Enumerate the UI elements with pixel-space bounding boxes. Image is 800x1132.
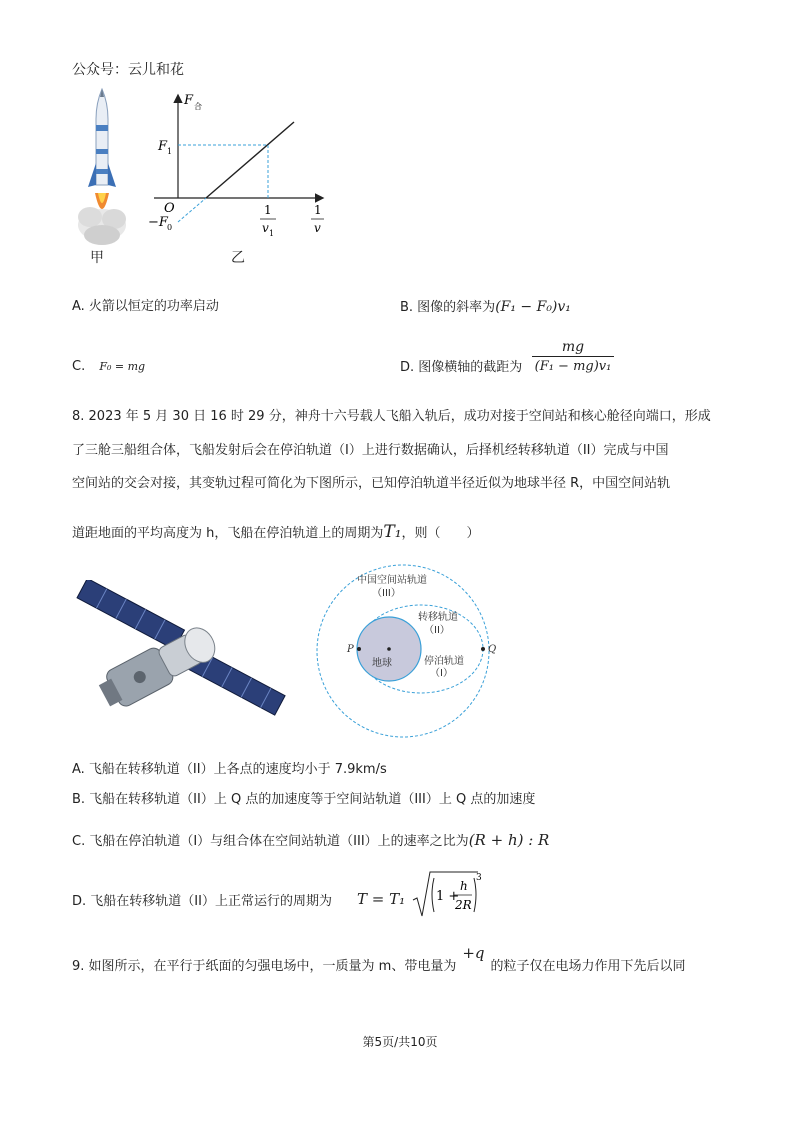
parking-orbit-num: （I） — [430, 668, 453, 679]
point-q — [481, 647, 485, 651]
q7-option-b-text: B. 图像的斜率为 — [400, 300, 496, 315]
transfer-orbit-num: （II） — [424, 625, 450, 636]
q8-line-2: 了三舱三船组合体，飞船发射后会在停泊轨道（I）上进行数据确认，后择机经转移轨道（II）完成与中国 — [72, 443, 669, 458]
neg-f0-label: −F — [148, 215, 168, 230]
figure-yi-label: 乙 — [231, 250, 245, 266]
q8-option-d-exponent: 3 — [476, 873, 482, 883]
q7-option-d-text: D. 图像横轴的截距为 — [400, 360, 523, 375]
q7-option-c-label: C. — [72, 359, 86, 374]
point-p — [357, 647, 361, 651]
q8-option-d-one-plus: 1 + — [436, 889, 460, 904]
wechat-header: 公众号：云儿和花 — [72, 62, 184, 78]
q7-option-b-math: (F₁ − F₀)v₁ — [495, 299, 571, 315]
q8-line-1: 8. 2023 年 5 月 30 日 16 时 29 分，神舟十六号载人飞船入轨后，成功对接于空间站和核心舱径向端口，形成 — [72, 409, 711, 424]
q9-text-start: 9. 如图所示，在平行于纸面的匀强电场中，一质量为 m、带电量为 — [72, 959, 457, 974]
q7-option-d-num: mg — [532, 338, 614, 357]
q8-option-d-lhs: T = T₁ — [357, 890, 406, 908]
q9-charge: +q — [462, 944, 485, 962]
q8-option-b: B. 飞船在转移轨道（II）上 Q 点的加速度等于空间站轨道（III）上 Q 点的加速度 — [72, 792, 536, 807]
point-p-label: P — [347, 644, 354, 655]
q7-option-c-math: F₀ = mg — [99, 360, 146, 373]
q8-line-4 — [72, 522, 480, 544]
force-velocity-graph — [140, 88, 340, 248]
f1-sub: 1 — [167, 147, 173, 156]
q8-option-d-text: D. 飞船在转移轨道（II）上正常运行的周期为 — [72, 894, 332, 909]
q8-option-d-frac-den: 2R — [455, 898, 472, 912]
q8-option-c-text: C. 飞船在停泊轨道（I）与组合体在空间站轨道（III）上的速率之比为 — [72, 834, 469, 849]
x-tick-den-sub: 1 — [269, 229, 275, 238]
q7-option-c — [72, 357, 145, 377]
figure-jia-label: 甲 — [90, 250, 104, 266]
space-station-orbit-num: （III） — [372, 588, 401, 599]
f1-label: F — [158, 139, 168, 154]
q7-option-d-den: (F₁ − mg)v₁ — [534, 359, 612, 374]
graph-line-extension — [178, 198, 206, 222]
graph-line — [206, 122, 294, 198]
spacecraft-image — [70, 580, 290, 730]
q9-text-end: 的粒子仅在电场力作用下先后以同 — [490, 959, 686, 974]
earth-label: 地球 — [372, 658, 392, 669]
q7-option-b — [400, 297, 571, 318]
page-footer: 第5页/共10页 — [362, 1035, 438, 1049]
q8-period-symbol: T₁ — [383, 522, 402, 542]
q7-option-d-fraction — [532, 338, 614, 377]
q8-option-c — [72, 830, 549, 852]
x-axis-den: v — [314, 221, 321, 235]
q8-line-4-text: 道距地面的平均高度为 h，飞船在停泊轨道上的周期为 — [72, 526, 384, 541]
x-axis-num: 1 — [314, 203, 322, 217]
q8-option-a: A. 飞船在转移轨道（II）上各点的速度均小于 7.9km/s — [72, 762, 387, 777]
rocket-image — [68, 85, 138, 250]
x-tick-den: v — [262, 221, 269, 235]
axis-y-label: F — [184, 93, 194, 108]
origin-label: O — [164, 201, 175, 216]
q9-line — [72, 944, 686, 977]
q8-option-d-frac-num: h — [460, 879, 468, 893]
q8-line-4-end: ，则（ ） — [401, 526, 480, 541]
q8-option-d-radical — [412, 868, 482, 920]
transfer-orbit-label: 转移轨道 — [418, 612, 458, 623]
orbit-diagram — [300, 560, 520, 742]
q8-line-3: 空间站的交会对接，其变轨过程可简化为下图所示，已知停泊轨道半径近似为地球半径 R，中国空间站轨 — [72, 476, 671, 491]
q8-option-c-math: (R + h) : R — [468, 831, 550, 849]
space-station-orbit-label: 中国空间站轨道 — [357, 575, 427, 586]
axis-y-sub: 合 — [194, 102, 202, 111]
q7-option-a: A. 火箭以恒定的功率启动 — [72, 299, 219, 314]
parking-orbit-label: 停泊轨道 — [424, 656, 464, 667]
x-tick-num: 1 — [264, 203, 272, 217]
point-q-label: Q — [488, 644, 497, 655]
neg-f0-sub: 0 — [167, 223, 173, 232]
